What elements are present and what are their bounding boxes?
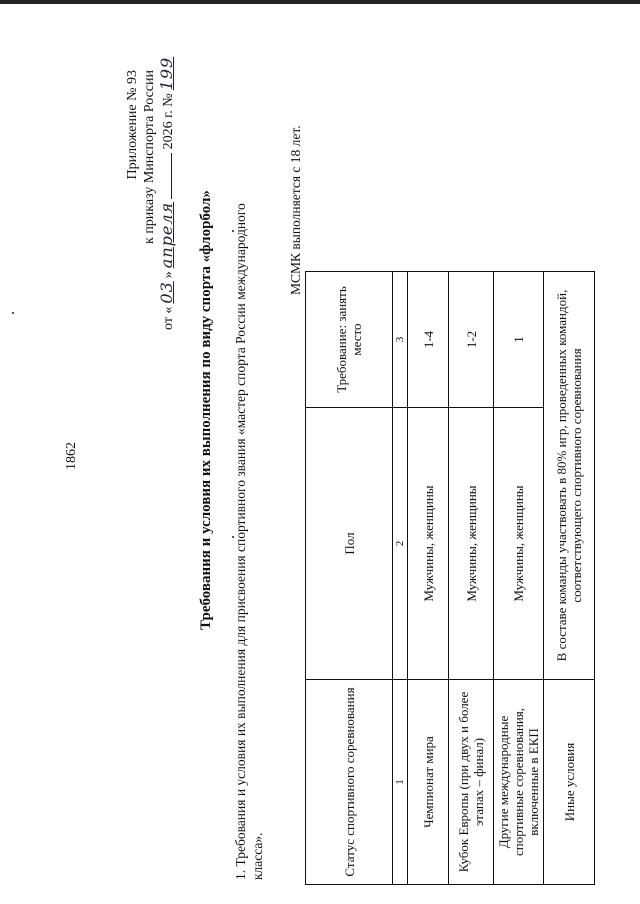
table-row — [494, 272, 544, 885]
table-row — [408, 272, 449, 885]
table-row — [544, 272, 595, 885]
handwritten-number: 199 — [157, 56, 176, 91]
table-row — [449, 272, 494, 885]
page-number: 1862 — [64, 442, 79, 470]
table-header-row — [306, 272, 393, 885]
cell-gender: Мужчины, женщины — [449, 408, 494, 680]
scan-speck — [12, 312, 14, 314]
date-year: 2026 г. № — [161, 93, 176, 150]
header-status: Статус спортивного соревнования — [306, 680, 393, 885]
header-place: Требование: занять место — [306, 272, 393, 408]
cell-place: 1-2 — [449, 272, 494, 408]
handwritten-month: апреля — [157, 201, 176, 269]
table-number-row — [393, 272, 408, 885]
blank-line — [171, 153, 172, 199]
annex-title: Приложение № 93 — [125, 70, 140, 180]
annex-date-line: от «03»апреля 2026 г. №199 — [158, 70, 177, 330]
cell-gender: Мужчины, женщины — [408, 408, 449, 680]
requirements-table — [305, 271, 595, 885]
annex-block — [124, 56, 177, 330]
handwritten-day: 03 — [157, 281, 176, 304]
cell-gender: Мужчины, женщины — [494, 408, 544, 680]
cell-place: 1-4 — [408, 272, 449, 408]
cell-status: Кубок Европы (при двух и более этапах – финал) — [449, 680, 494, 885]
header-gender: Пол — [306, 408, 393, 680]
col-number: 1 — [393, 680, 408, 885]
cell-status: Чемпионат мира — [408, 680, 449, 885]
scan-top-edge — [0, 0, 640, 4]
cell-other-label: Иные условия — [544, 680, 595, 885]
col-number: 3 — [393, 272, 408, 408]
cell-place: 1 — [494, 272, 544, 408]
rotated-page — [20, 10, 630, 890]
col-number: 2 — [393, 408, 408, 680]
document-title: Требования и условия их выполнения по виду спорта «флорбол» — [198, 190, 214, 630]
annex-order: к приказу Минспорта России — [142, 70, 157, 244]
age-note: МСМК выполняется с 18 лет. — [288, 125, 303, 295]
requirement-paragraph: 1. Требования и условия их выполнения для присвоения спортивного звания «мастер спорта России международного класса». — [233, 203, 265, 880]
cell-other-text: В составе команды участвовать в 80% игр, проведенных командой, соответствующего спортивного соревнования — [544, 272, 595, 680]
cell-status: Другие международные спортивные соревнования, включенные в ЕКП — [494, 680, 544, 885]
date-prefix: от « — [161, 306, 176, 330]
